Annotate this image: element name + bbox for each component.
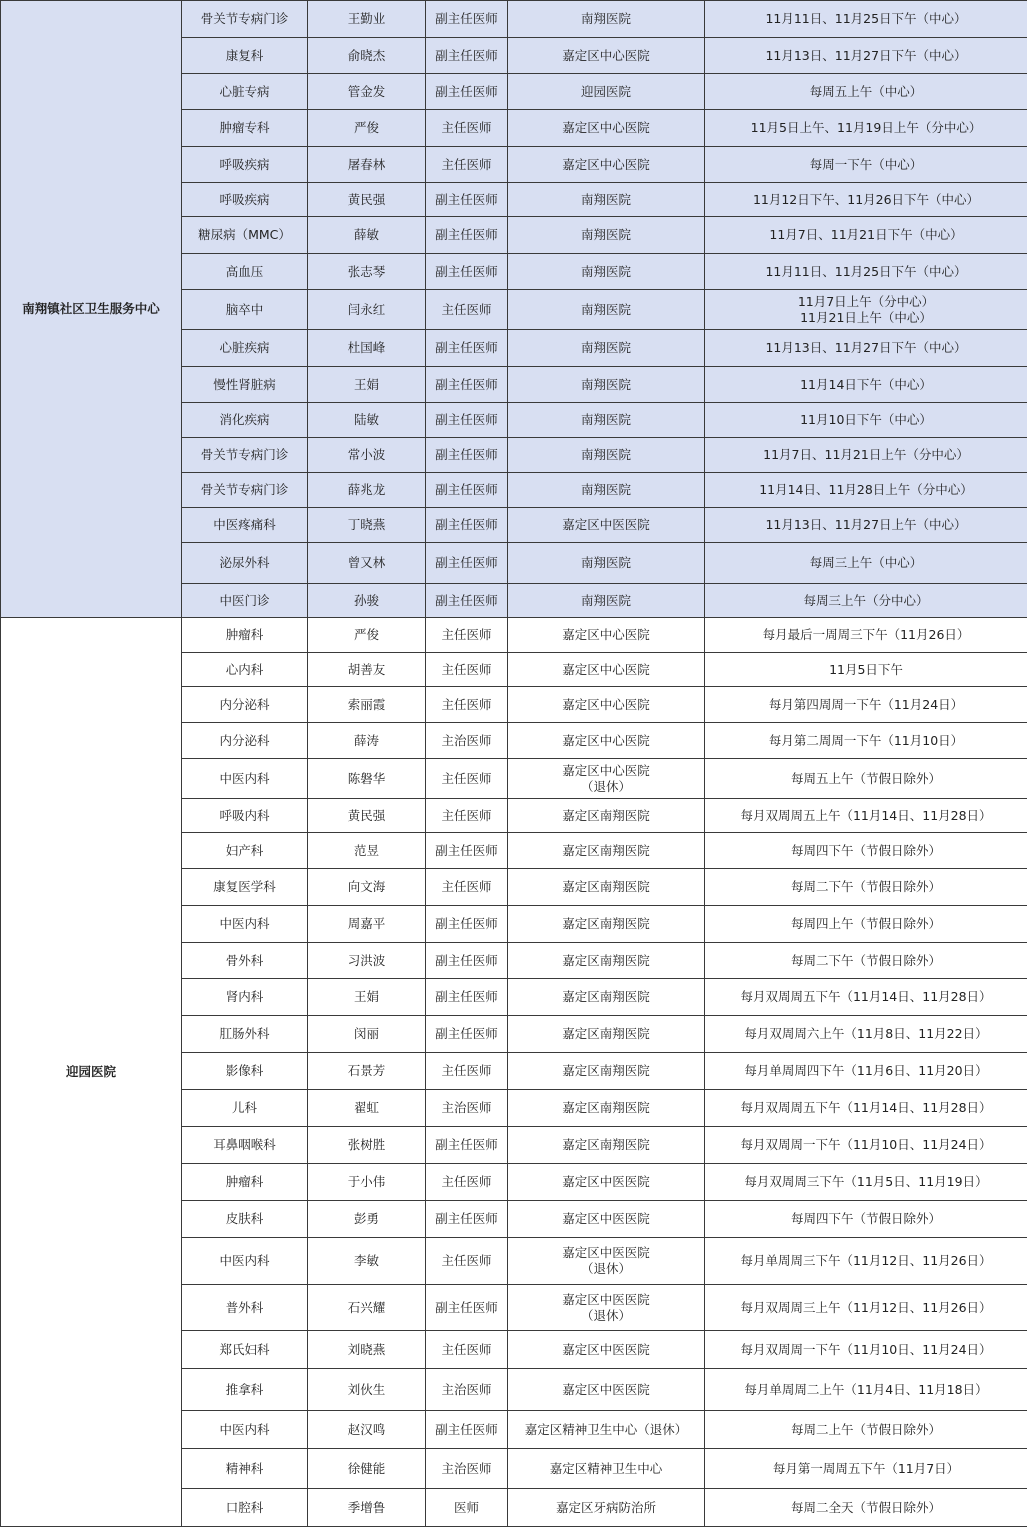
doctor-title-cell: 副主任医师	[426, 183, 508, 217]
clinic-time-cell: 每周二全天（节假日除外）	[705, 1489, 1027, 1527]
department-cell: 康复科	[182, 38, 308, 74]
doctor-title-cell: 副主任医师	[426, 74, 508, 110]
doctor-title-cell: 副主任医师	[426, 584, 508, 618]
department-cell: 中医门诊	[182, 584, 308, 618]
institution-cell: 迎园医院	[1, 618, 182, 1527]
doctor-name-cell: 陆敏	[308, 403, 426, 438]
doctor-title-cell: 副主任医师	[426, 217, 508, 254]
doctor-title-cell: 主任医师	[426, 1331, 508, 1369]
hospital-cell: 嘉定区中心医院 （退休）	[508, 759, 705, 799]
department-cell: 中医内科	[182, 1238, 308, 1285]
department-cell: 内分泌科	[182, 723, 308, 759]
doctor-name-cell: 王娟	[308, 979, 426, 1016]
department-cell: 消化疾病	[182, 403, 308, 438]
doctor-name-cell: 薛兆龙	[308, 473, 426, 508]
doctor-title-cell: 主治医师	[426, 723, 508, 759]
department-cell: 呼吸疾病	[182, 183, 308, 217]
doctor-title-cell: 副主任医师	[426, 38, 508, 74]
doctor-name-cell: 石景芳	[308, 1053, 426, 1090]
hospital-cell: 嘉定区南翔医院	[508, 1127, 705, 1164]
department-cell: 耳鼻咽喉科	[182, 1127, 308, 1164]
hospital-cell: 南翔医院	[508, 183, 705, 217]
department-cell: 心脏专病	[182, 74, 308, 110]
hospital-cell: 嘉定区中医医院	[508, 1369, 705, 1411]
clinic-time-cell: 11月5日下午	[705, 653, 1027, 687]
clinic-time-cell: 每周四下午（节假日除外）	[705, 833, 1027, 869]
doctor-title-cell: 主治医师	[426, 1449, 508, 1489]
department-cell: 骨关节专病门诊	[182, 438, 308, 473]
doctor-name-cell: 王勤业	[308, 1, 426, 38]
doctor-title-cell: 副主任医师	[426, 543, 508, 584]
clinic-time-cell: 每月双周周六上午（11月8日、11月22日）	[705, 1016, 1027, 1053]
hospital-cell: 南翔医院	[508, 438, 705, 473]
clinic-time-cell: 每周五上午（中心）	[705, 74, 1027, 110]
hospital-cell: 嘉定区南翔医院	[508, 1090, 705, 1127]
clinic-time-cell: 11月11日、11月25日下午（中心）	[705, 1, 1027, 38]
department-cell: 糖尿病（MMC）	[182, 217, 308, 254]
hospital-cell: 嘉定区南翔医院	[508, 799, 705, 833]
department-cell: 推拿科	[182, 1369, 308, 1411]
doctor-name-cell: 李敏	[308, 1238, 426, 1285]
hospital-cell: 南翔医院	[508, 1, 705, 38]
clinic-time-cell: 每月双周周三上午（11月12日、11月26日）	[705, 1285, 1027, 1331]
hospital-cell: 南翔医院	[508, 254, 705, 290]
hospital-cell: 南翔医院	[508, 330, 705, 367]
hospital-cell: 南翔医院	[508, 217, 705, 254]
table-row	[1, 618, 1027, 653]
department-cell: 呼吸内科	[182, 799, 308, 833]
doctor-name-cell: 张志琴	[308, 254, 426, 290]
clinic-time-cell: 11月7日上午（分中心） 11月21日上午（中心）	[705, 290, 1027, 330]
clinic-time-cell: 11月11日、11月25日下午（中心）	[705, 254, 1027, 290]
doctor-name-cell: 黄民强	[308, 183, 426, 217]
doctor-name-cell: 杜国峰	[308, 330, 426, 367]
doctor-name-cell: 石兴耀	[308, 1285, 426, 1331]
doctor-title-cell: 副主任医师	[426, 1411, 508, 1449]
doctor-name-cell: 常小波	[308, 438, 426, 473]
doctor-name-cell: 索丽霞	[308, 687, 426, 723]
doctor-name-cell: 周嘉平	[308, 906, 426, 943]
clinic-time-cell: 每月双周周五下午（11月14日、11月28日）	[705, 1090, 1027, 1127]
hospital-cell: 嘉定区南翔医院	[508, 833, 705, 869]
clinic-time-cell: 每周四下午（节假日除外）	[705, 1201, 1027, 1238]
department-cell: 呼吸疾病	[182, 147, 308, 183]
doctor-name-cell: 刘晓燕	[308, 1331, 426, 1369]
doctor-title-cell: 副主任医师	[426, 508, 508, 543]
doctor-name-cell: 曾又林	[308, 543, 426, 584]
clinic-time-cell: 每周一下午（中心）	[705, 147, 1027, 183]
department-cell: 肾内科	[182, 979, 308, 1016]
department-cell: 心脏疾病	[182, 330, 308, 367]
department-cell: 妇产科	[182, 833, 308, 869]
doctor-name-cell: 于小伟	[308, 1164, 426, 1201]
doctor-name-cell: 闵丽	[308, 1016, 426, 1053]
clinic-time-cell: 每月双周周五下午（11月14日、11月28日）	[705, 979, 1027, 1016]
doctor-name-cell: 范昱	[308, 833, 426, 869]
doctor-name-cell: 严俊	[308, 110, 426, 147]
clinic-time-cell: 每月双周周一下午（11月10日、11月24日）	[705, 1127, 1027, 1164]
hospital-cell: 嘉定区中医医院	[508, 508, 705, 543]
hospital-cell: 南翔医院	[508, 403, 705, 438]
doctor-title-cell: 副主任医师	[426, 473, 508, 508]
department-cell: 精神科	[182, 1449, 308, 1489]
clinic-time-cell: 11月7日、11月21日上午（分中心）	[705, 438, 1027, 473]
hospital-cell: 嘉定区中心医院	[508, 618, 705, 653]
clinic-time-cell: 每周四上午（节假日除外）	[705, 906, 1027, 943]
clinic-time-cell: 11月10日下午（中心）	[705, 403, 1027, 438]
department-cell: 中医疼痛科	[182, 508, 308, 543]
doctor-title-cell: 主任医师	[426, 618, 508, 653]
schedule-body	[1, 1, 1027, 1527]
doctor-title-cell: 副主任医师	[426, 403, 508, 438]
department-cell: 肿瘤科	[182, 618, 308, 653]
department-cell: 肿瘤科	[182, 1164, 308, 1201]
hospital-cell: 南翔医院	[508, 543, 705, 584]
institution-cell: 南翔镇社区卫生服务中心	[1, 1, 182, 618]
clinic-time-cell: 每周三上午（分中心）	[705, 584, 1027, 618]
clinic-time-cell: 11月13日、11月27日上午（中心）	[705, 508, 1027, 543]
clinic-time-cell: 每月双周周三下午（11月5日、11月19日）	[705, 1164, 1027, 1201]
doctor-title-cell: 主任医师	[426, 759, 508, 799]
hospital-cell: 南翔医院	[508, 367, 705, 403]
doctor-title-cell: 副主任医师	[426, 1285, 508, 1331]
doctor-title-cell: 主任医师	[426, 653, 508, 687]
hospital-cell: 嘉定区南翔医院	[508, 1053, 705, 1090]
hospital-cell: 嘉定区南翔医院	[508, 979, 705, 1016]
department-cell: 肛肠外科	[182, 1016, 308, 1053]
doctor-title-cell: 主任医师	[426, 1053, 508, 1090]
table-row	[1, 1, 1027, 38]
clinic-time-cell: 11月7日、11月21日下午（中心）	[705, 217, 1027, 254]
department-cell: 高血压	[182, 254, 308, 290]
clinic-time-cell: 11月12日下午、11月26日下午（中心）	[705, 183, 1027, 217]
hospital-cell: 嘉定区中心医院	[508, 38, 705, 74]
clinic-time-cell: 11月5日上午、11月19日上午（分中心）	[705, 110, 1027, 147]
hospital-cell: 南翔医院	[508, 584, 705, 618]
hospital-cell: 嘉定区中医医院 （退休）	[508, 1238, 705, 1285]
doctor-name-cell: 屠春林	[308, 147, 426, 183]
department-cell: 中医内科	[182, 759, 308, 799]
hospital-cell: 嘉定区南翔医院	[508, 1016, 705, 1053]
clinic-time-cell: 11月14日、11月28日上午（分中心）	[705, 473, 1027, 508]
hospital-cell: 嘉定区中心医院	[508, 723, 705, 759]
clinic-time-cell: 11月13日、11月27日下午（中心）	[705, 330, 1027, 367]
hospital-cell: 嘉定区南翔医院	[508, 869, 705, 906]
doctor-name-cell: 黄民强	[308, 799, 426, 833]
clinic-time-cell: 每周三上午（中心）	[705, 543, 1027, 584]
doctor-title-cell: 主任医师	[426, 1164, 508, 1201]
clinic-time-cell: 每周二下午（节假日除外）	[705, 869, 1027, 906]
hospital-cell: 嘉定区中医医院 （退休）	[508, 1285, 705, 1331]
clinic-time-cell: 每周二上午（节假日除外）	[705, 1411, 1027, 1449]
department-cell: 慢性肾脏病	[182, 367, 308, 403]
doctor-title-cell: 副主任医师	[426, 943, 508, 979]
department-cell: 肿瘤专科	[182, 110, 308, 147]
doctor-title-cell: 副主任医师	[426, 1127, 508, 1164]
clinic-time-cell: 每月单周周四下午（11月6日、11月20日）	[705, 1053, 1027, 1090]
doctor-name-cell: 习洪波	[308, 943, 426, 979]
doctor-title-cell: 副主任医师	[426, 979, 508, 1016]
department-cell: 儿科	[182, 1090, 308, 1127]
department-cell: 中医内科	[182, 906, 308, 943]
department-cell: 骨关节专病门诊	[182, 473, 308, 508]
doctor-name-cell: 刘伙生	[308, 1369, 426, 1411]
hospital-cell: 嘉定区南翔医院	[508, 943, 705, 979]
doctor-title-cell: 主任医师	[426, 290, 508, 330]
department-cell: 皮肤科	[182, 1201, 308, 1238]
department-cell: 中医内科	[182, 1411, 308, 1449]
doctor-title-cell: 副主任医师	[426, 906, 508, 943]
doctor-title-cell: 主治医师	[426, 1090, 508, 1127]
doctor-title-cell: 主治医师	[426, 1369, 508, 1411]
clinic-time-cell: 每月双周周五上午（11月14日、11月28日）	[705, 799, 1027, 833]
doctor-name-cell: 丁晓燕	[308, 508, 426, 543]
doctor-name-cell: 向文海	[308, 869, 426, 906]
doctor-name-cell: 张树胜	[308, 1127, 426, 1164]
doctor-name-cell: 王娟	[308, 367, 426, 403]
doctor-name-cell: 陈磐华	[308, 759, 426, 799]
hospital-cell: 迎园医院	[508, 74, 705, 110]
doctor-title-cell: 主任医师	[426, 799, 508, 833]
department-cell: 骨关节专病门诊	[182, 1, 308, 38]
doctor-name-cell: 闫永红	[308, 290, 426, 330]
doctor-title-cell: 副主任医师	[426, 438, 508, 473]
doctor-title-cell: 副主任医师	[426, 367, 508, 403]
doctor-name-cell: 胡善友	[308, 653, 426, 687]
hospital-cell: 嘉定区中心医院	[508, 653, 705, 687]
clinic-time-cell: 11月14日下午（中心）	[705, 367, 1027, 403]
doctor-title-cell: 副主任医师	[426, 833, 508, 869]
clinic-time-cell: 每月单周周三下午（11月12日、11月26日）	[705, 1238, 1027, 1285]
doctor-title-cell: 副主任医师	[426, 254, 508, 290]
hospital-cell: 嘉定区中医医院	[508, 1164, 705, 1201]
hospital-cell: 嘉定区精神卫生中心（退休）	[508, 1411, 705, 1449]
department-cell: 郑氏妇科	[182, 1331, 308, 1369]
clinic-time-cell: 11月13日、11月27日下午（中心）	[705, 38, 1027, 74]
department-cell: 泌尿外科	[182, 543, 308, 584]
department-cell: 内分泌科	[182, 687, 308, 723]
hospital-cell: 嘉定区中心医院	[508, 687, 705, 723]
doctor-title-cell: 主任医师	[426, 687, 508, 723]
doctor-name-cell: 彭勇	[308, 1201, 426, 1238]
clinic-time-cell: 每月最后一周周三下午（11月26日）	[705, 618, 1027, 653]
hospital-cell: 嘉定区中心医院	[508, 110, 705, 147]
doctor-name-cell: 赵汉鸣	[308, 1411, 426, 1449]
doctor-name-cell: 徐健能	[308, 1449, 426, 1489]
department-cell: 骨外科	[182, 943, 308, 979]
doctor-title-cell: 副主任医师	[426, 1, 508, 38]
doctor-name-cell: 严俊	[308, 618, 426, 653]
hospital-cell: 嘉定区牙病防治所	[508, 1489, 705, 1527]
clinic-time-cell: 每月第四周周一下午（11月24日）	[705, 687, 1027, 723]
doctor-name-cell: 管金发	[308, 74, 426, 110]
department-cell: 影像科	[182, 1053, 308, 1090]
clinic-time-cell: 每月双周周一下午（11月10日、11月24日）	[705, 1331, 1027, 1369]
hospital-cell: 南翔医院	[508, 290, 705, 330]
hospital-cell: 嘉定区中心医院	[508, 147, 705, 183]
doctor-title-cell: 副主任医师	[426, 1016, 508, 1053]
doctor-title-cell: 主任医师	[426, 869, 508, 906]
hospital-cell: 嘉定区精神卫生中心	[508, 1449, 705, 1489]
hospital-cell: 嘉定区中医医院	[508, 1331, 705, 1369]
doctor-name-cell: 薛敏	[308, 217, 426, 254]
clinic-time-cell: 每月第一周周五下午（11月7日）	[705, 1449, 1027, 1489]
clinic-time-cell: 每周二下午（节假日除外）	[705, 943, 1027, 979]
doctor-title-cell: 副主任医师	[426, 330, 508, 367]
hospital-cell: 南翔医院	[508, 473, 705, 508]
doctor-title-cell: 副主任医师	[426, 1201, 508, 1238]
doctor-name-cell: 季增鲁	[308, 1489, 426, 1527]
department-cell: 康复医学科	[182, 869, 308, 906]
department-cell: 心内科	[182, 653, 308, 687]
hospital-cell: 嘉定区南翔医院	[508, 906, 705, 943]
clinic-time-cell: 每月单周周二上午（11月4日、11月18日）	[705, 1369, 1027, 1411]
doctor-name-cell: 俞晓杰	[308, 38, 426, 74]
department-cell: 普外科	[182, 1285, 308, 1331]
clinic-time-cell: 每月第二周周一下午（11月10日）	[705, 723, 1027, 759]
doctor-title-cell: 医师	[426, 1489, 508, 1527]
department-cell: 脑卒中	[182, 290, 308, 330]
doctor-title-cell: 主任医师	[426, 147, 508, 183]
doctor-name-cell: 薛涛	[308, 723, 426, 759]
doctor-title-cell: 主任医师	[426, 1238, 508, 1285]
doctor-name-cell: 孙骏	[308, 584, 426, 618]
doctor-title-cell: 主任医师	[426, 110, 508, 147]
clinic-time-cell: 每周五上午（节假日除外）	[705, 759, 1027, 799]
doctor-name-cell: 翟虹	[308, 1090, 426, 1127]
department-cell: 口腔科	[182, 1489, 308, 1527]
hospital-cell: 嘉定区中医医院	[508, 1201, 705, 1238]
